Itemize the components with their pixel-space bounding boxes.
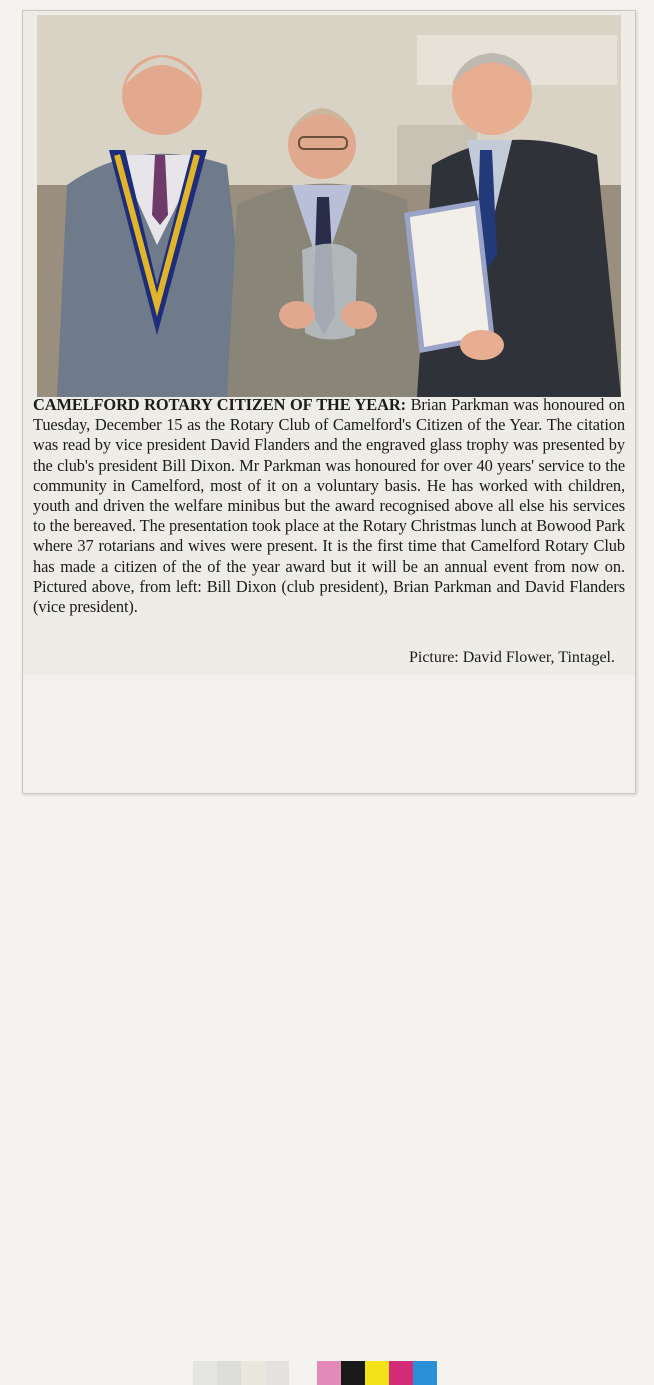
newspaper-clipping bbox=[22, 10, 636, 794]
photo-credit: Picture: David Flower, Tintagel. bbox=[408, 649, 615, 666]
ghost-swatch bbox=[265, 1361, 289, 1385]
swatch-cyan bbox=[413, 1361, 437, 1385]
swatch-magenta bbox=[389, 1361, 413, 1385]
ghost-swatch bbox=[241, 1361, 265, 1385]
photo-illustration bbox=[37, 15, 621, 397]
swatch-yellow bbox=[365, 1361, 389, 1385]
article-body: Brian Parkman was honoured on Tuesday, December 15 as the Rotary Club of Camelford's Citizen of the Year. The citation was read by vice president David Flanders and the engraved glass trophy was presented by the club's president Bill Dixon. Mr Parkman was honoured for over 40 years' service to the community in Camelford, most of it on a voluntary basis. He has worked with children, youth and driven the welfare minibus but the award recognised above all else his services to the bereaved. The presentation took place at the Rotary Christmas lunch at Bowood Park where 37 rotarians and wives were present. It is the first time that Camelford Rotary Club has made a citizen of the of the year award but it will be an annual event from now on. Pictured above, from left: Bill Dixon (club president), Brian Parkman and David Flanders (vice president). bbox=[33, 395, 625, 617]
article-photo bbox=[37, 15, 621, 397]
ghost-swatch bbox=[217, 1361, 241, 1385]
article-text bbox=[33, 395, 625, 617]
color-registration-bar bbox=[317, 1361, 437, 1385]
swatch-black bbox=[341, 1361, 365, 1385]
page-margin bbox=[23, 675, 635, 793]
swatch-pink bbox=[317, 1361, 341, 1385]
bleed-through-marks bbox=[193, 1361, 289, 1385]
article-headline: CAMELFORD ROTARY CITIZEN OF THE YEAR: bbox=[33, 395, 406, 414]
ghost-swatch bbox=[193, 1361, 217, 1385]
